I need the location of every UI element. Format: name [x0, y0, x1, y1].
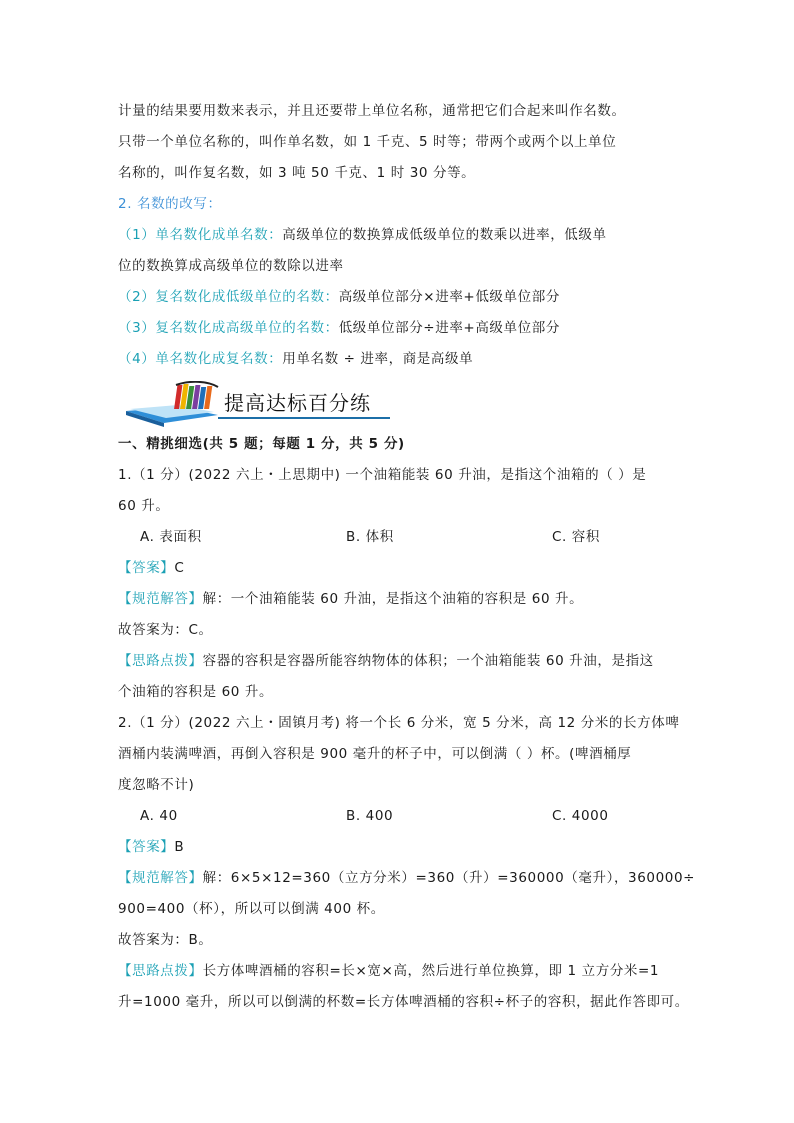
q2-solution-continued: 900=400（杯），所以可以倒满 400 杯。 — [118, 901, 385, 917]
section-2-heading: 2. 名数的改写： — [118, 196, 222, 212]
q1-solution — [118, 584, 678, 615]
intro-line-3: 名称的，叫作复名数，如 3 吨 50 千克、1 时 30 分等。 — [118, 165, 476, 181]
q1-stem-line-2: 60 升。 — [118, 498, 170, 514]
banner-title: 提高达标百分练 — [224, 391, 371, 415]
q1-tip-continued: 个油箱的容积是 60 升。 — [118, 684, 274, 700]
q2-solution-text: 解：6×5×12=360（立方分米）=360（升）=360000（毫升），360000÷ — [202, 870, 696, 886]
rule-2-text: 高级单位部分×进率+低级单位部分 — [338, 289, 560, 305]
document-page — [118, 96, 696, 1018]
part-1-heading: 一、精挑细选(共 5 题；每题 1 分，共 5 分) — [118, 436, 405, 452]
q2-tip-continued: 升=1000 毫升，所以可以倒满的杯数=长方体啤酒桶的容积÷杯子的容积，据此作答即可。 — [118, 994, 689, 1010]
q2-tip-tag: 【思路点拨】 — [118, 963, 203, 979]
q1-tip-tag: 【思路点拨】 — [118, 653, 203, 669]
q2-stem-line-1: 2.（1 分）(2022 六上・固镇月考) 将一个长 6 分米，宽 5 分米，高 12 分米的长方体啤 — [118, 715, 680, 731]
section-banner — [118, 381, 678, 427]
rule-1-text: 高级单位的数换算成低级单位的数乘以进率，低级单 — [282, 227, 607, 243]
rule-1 — [118, 220, 678, 251]
q1-answer-value: C — [174, 560, 185, 576]
intro-line-2: 只带一个单位名称的，叫作单名数，如 1 千克、5 时等；带两个或两个以上单位 — [118, 134, 617, 150]
q2-stem-line-2: 酒桶内装满啤酒，再倒入容积是 900 毫升的杯子中，可以倒满（ ）杯。(啤酒桶厚 — [118, 746, 632, 762]
q1-options — [118, 522, 678, 553]
q2-answer-tag: 【答案】 — [118, 839, 175, 855]
q2-tip-text: 长方体啤酒桶的容积=长×宽×高，然后进行单位换算，即 1 立方分米=1 — [202, 963, 660, 979]
q1-solution-tag: 【规范解答】 — [118, 591, 203, 607]
q1-option-b: B. 体积 — [346, 529, 394, 545]
q2-option-c: C. 4000 — [552, 808, 609, 824]
rule-1-label: （1）单名数化成单名数： — [118, 227, 283, 243]
q2-solution-tag: 【规范解答】 — [118, 870, 203, 886]
q1-answer-tag: 【答案】 — [118, 560, 175, 576]
q2-solution — [118, 863, 696, 894]
q2-answer — [118, 832, 678, 863]
q1-tip — [118, 646, 678, 677]
q1-option-a: A. 表面积 — [140, 529, 202, 545]
rule-4-label: （4）单名数化成复名数： — [118, 351, 283, 367]
rule-4 — [118, 344, 678, 375]
q2-final: 故答案为：B。 — [118, 932, 213, 948]
rule-4-text: 用单名数 ÷ 进率，商是高级单 — [282, 351, 474, 367]
q1-answer — [118, 553, 678, 584]
rule-3-label: （3）复名数化成高级单位的名数： — [118, 320, 339, 336]
q1-solution-text: 解：一个油箱能装 60 升油，是指这个油箱的容积是 60 升。 — [202, 591, 584, 607]
rule-3-text: 低级单位部分÷进率+高级单位部分 — [338, 320, 560, 336]
q2-tip — [118, 956, 678, 987]
books-icon — [120, 381, 224, 427]
q1-option-c: C. 容积 — [552, 529, 601, 545]
intro-line-1: 计量的结果要用数来表示，并且还要带上单位名称，通常把它们合起来叫作名数。 — [118, 103, 626, 119]
rule-1-continued: 位的数换算成高级单位的数除以进率 — [118, 258, 344, 274]
q1-final: 故答案为：C。 — [118, 622, 213, 638]
q1-stem-line-1: 1.（1 分）(2022 六上・上思期中) 一个油箱能装 60 升油，是指这个油箱的（ ）是 — [118, 467, 647, 483]
rule-3 — [118, 313, 678, 344]
q1-tip-text: 容器的容积是容器所能容纳物体的体积；一个油箱能装 60 升油，是指这 — [202, 653, 654, 669]
banner-underline — [218, 417, 390, 419]
rule-2-label: （2）复名数化成低级单位的名数： — [118, 289, 339, 305]
rule-2 — [118, 282, 678, 313]
q2-answer-value: B — [174, 839, 185, 855]
q2-options — [118, 801, 678, 832]
q2-stem-line-3: 度忽略不计) — [118, 777, 195, 793]
q2-option-a: A. 40 — [140, 808, 178, 824]
q2-option-b: B. 400 — [346, 808, 394, 824]
